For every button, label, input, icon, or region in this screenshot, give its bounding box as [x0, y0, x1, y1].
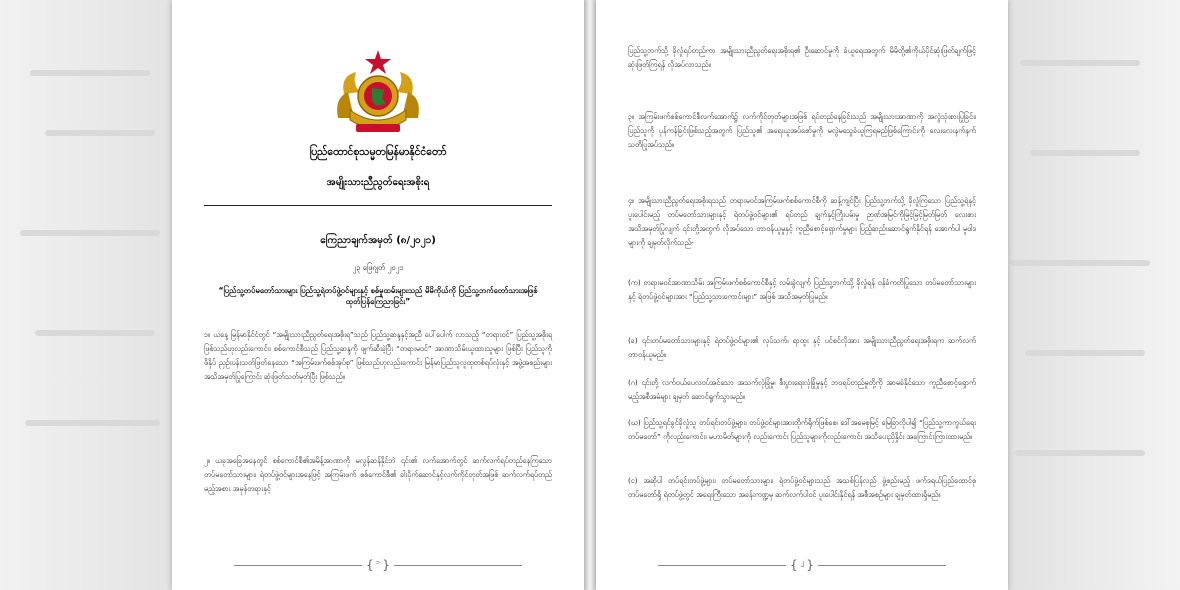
footer-bracket-right: } [382, 558, 390, 572]
paragraph-3: ၃။ အကြမ်းဖက်စစ်ကောင်စီလက်အောက်၌ လက်ကိုင်တုတ်များအဖြစ် ရပ်တည်နေခြင်းသည် အမျိုးသားအာဏာကို အလွဲသုံးစားပြုခြင်း၊ ပြည်သူကို ပုန်ကန်ခြင်းဖြစ်သည့်အတွက် ပြည်သူ၏ အရေးယူအပ်စော်မှုကို မလွဲမသွေခံယူကြရမည်ဖြစ်ကြောင်းကို လေးလေးနက်နက် သတိပြုအပ်သည်။ [628, 112, 976, 150]
policy-item-ga: (ဂ) ၎င်းတို့ လက်ဝယ်ပေလဝပ်အင်သော အသက်လုံခြုံမှု၊ စီးပွားရေးလုံခြုံမှုနှင့် ဘဝရပ်တည်မှုတို့ကို အာမခံနိုင်သော ကူညီစောင့်ရှောက်မည့်အစီအမံများ ချမှတ် ဆောင်ရွက်သွားမည်။ [628, 378, 976, 402]
blur-line [45, 130, 155, 136]
blur-line [35, 330, 155, 336]
document-page-2 [596, 0, 1008, 590]
document-page-1 [172, 0, 584, 590]
blur-line [1015, 450, 1145, 456]
blur-line [1020, 60, 1140, 66]
header-divider [204, 205, 552, 206]
statement-subject: “ပြည်သူ့တပ်မတော်သားများ ပြည်သူ့ရဲတပ်ဖွဲ့ဝင်များနှင့် စစ်မှုထမ်းများသည် မိမိကိုယ်ကို ပြည်သူ့ဘက်တော်သားအဖြစ် ထုတ်ပြန်ကြေညာခြင်း” [218, 286, 538, 306]
paragraph-2: ၂။ ယခုအခြေအနေတွင် စစ်ကောင်စီ၏အမိန့်အာဏာကို မလွန်ဆန်နိုင်ဘဲ ၎င်း၏ လက်အောက်တွင် ဆက်လက်ရပ်တည်နေကြသော တပ်မတော်သားများ၊ ရဲတပ်ဖွဲ့ဝင်များအနေဖြင့် အကြမ်းဖက် စစ်ကောင်စီ၏ ခါးပိုက်ဆောင်နှင့်လက်ကိုင်တုတ်အဖြစ် ဆက်လက်ရပ်တည်မည့်အစား အမှန်တရားနှင့် [204, 456, 552, 494]
paragraph-2-continued: ပြည်သူ့ဘက်သို့ ခိုလှုံရပ်တည်ကာ အမျိုးသားညီညွတ်ရေးအစိုးရ၏ ဦးဆောင်မှုကို ခံယူရေးအတွက် မိမိတို့၏ကိုယ်ပိုင်ဆုံးဖြတ်ချက်ဖြင့် ဆုံးဖြတ်ကြရန် လိုအပ်လာသည်။ [628, 46, 976, 70]
footer-line-right [394, 565, 522, 566]
policy-item-gha: (ဃ) ပြည်သူ့ရင်ခွင်ခိုလှုံသူ တပ်ရင်းတပ်ဖွဲ့များ၊ တပ်ဖွဲ့ဝင်များအားတိုက်ရိုက်ဖြစ်စေ၊ ဒေါ်အမေစုမြင့် မြေခြာလိုပါ၍ “ပြည်သူ့ကာကွယ်ရေးတပ်မတော်” ကိုလည်းကောင်း၊ မဟာမိတ်များကို လည်းကောင်း ပြည်သူများကိုလည်းကောင်း အသိပေးညှိနှိုင်း အကြောင်းကြားထားမည်။ [628, 418, 976, 442]
background-left [0, 0, 190, 590]
footer-line-left [234, 565, 362, 566]
blur-line [1010, 260, 1150, 266]
blur-line [20, 230, 160, 236]
policy-item-ka: (က) တရားမဝင်အာဏာသိမ်း အကြမ်းဖက်စစ်ကောင်စီနှင့် လမ်းခွဲလျက် ပြည်သူ့ဘက်သို့ ခိုလှုံရန် ဝန်ခံကတိပြုသော တပ်မတော်သားများနှင့် ရဲတပ်ဖွဲ့ဝင်များအား “ပြည်သူ့သားကောင်းများ” အဖြစ် အသိအမှတ်ပြုမည်။ [628, 278, 976, 302]
blur-line [25, 420, 160, 426]
policy-item-nga: (င) အဆိုပါ တပ်ရင်းတပ်ဖွဲ့များ၊ တပ်မတော်သားများ၊ ရဲတပ်ဖွဲ့ဝင်များသည် အသစ်ပြန်လည် ဖွဲ့စည်းမည့် ဖက်ဒရယ်ပြည်ထောင်စု တပ်မတော်ရှိ ရဲတပ်ဖွဲ့တွင် အရေးကြီးသော အခန်းကဏ္ဍမှ ဆက်လက်ပါဝင် ပူးပေါင်းနိုင်ရန် အစီအစဉ်များ ချမှတ်ထားရှိမည်။ [628, 476, 976, 500]
blur-line [1025, 350, 1145, 356]
organization-name: ပြည်ထောင်စုသမ္မတမြန်မာနိုင်ငံတော် [309, 146, 447, 158]
statement-title: ကြေညာချက်အမှတ် (၈/၂၀၂၁) [320, 235, 436, 246]
paragraph-1: ၁။ ယနေ့ မြန်မာနိုင်ငံတွင် “အမျိုးသားညီညွတ်ရေးအစိုးရ”သည် ပြည်သူ့ဆန္ဒနှင့်အညီ ပေါ်ပေါက် လာသည့် “တရားဝင်” ပြည်သူ့အစိုးရ ဖြစ်သည်ဟုလည်းကောင်း၊ စစ်ကောင်စီသည် ပြည်သူ့ဆန္ဒကို ဖျက်ဆီးခဲ့ပြီး “တရားမဝင်” အာဏာသိမ်းယူထားသူများ ဖြစ်ပြီး ပြည်သူကိုဖိနှိပ် ညှဉ်းပန်းသတ်ဖြတ်နေသော “အကြမ်းဖက်စစ်အုပ်စု” ဖြစ်သည်ဟုလည်းကောင်း မြန်မာပြည်သူလူထုတစ်ရပ်လုံးနှင့် အဖွဲ့အစည်းများ အသိအမှတ်ပြုကြောင်း ဆုံးဖြတ်သတ်မှတ်ပြီး ဖြစ်သည်။ [204, 330, 552, 382]
footer-bracket-left: { [366, 558, 374, 572]
state-emblem-icon [330, 48, 426, 140]
paragraph-4: ၄။ အမျိုးသားညီညွတ်ရေးအစိုးရသည် တရားမဝင်အကြမ်းဖက်စစ်ကောင်စီကို ဆန့်ကျင်ပြီး ပြည်သူ့ဘက်သို့ ခိုလှုံကြသော ပြည်သူ့ရဲနှင့်ပူးပေါင်းမည့် တပ်မတော်သားများနှင့် ရဲတပ်ဖွဲ့ဝင်များ၏ ရပ်တည် ချက်နှင့်ကြိုးပမ်းမှု ဉာဏ်အမြင်ကိုမြင့်မြင့်မြတ်မြတ် လေးစားအသိအမှတ်ပြုလျက် ၎င်းတို့အတွက် လိုအပ်သော တာဝန်ယူမှုနှင့် ကူညီစောင့်ရှောက်မှုများ ပြည့်ဆည်းဆောင်ရွက်နိုင်ရန် အောက်ပါ မူဝါဒများကို ချမှတ်လိုက်သည်- [628, 196, 976, 248]
background-right [990, 0, 1180, 590]
page-number: ၁ [376, 558, 380, 566]
footer-bracket-left: { [790, 558, 798, 572]
government-name: အမျိုးသားညီညွတ်ရေးအစိုးရ [326, 177, 430, 188]
page-number: ၂ [800, 558, 804, 566]
page-footer [172, 558, 584, 572]
footer-bracket-right: } [806, 558, 814, 572]
policy-item-kha: (ခ) ၎င်းတပ်မတော်သားများနှင့် ရဲတပ်ဖွဲ့ဝင်များ၏ လုပ်သက်၊ ရာထူး နှင့် ပင်စင်လိုအား အမျိုးသားညီညွတ်ရေးအစိုးရက ဆက်လက်တာဝန်ယူမည်။ [628, 336, 976, 360]
footer-line-left [658, 565, 786, 566]
statement-date: ၂၃ ဖြေဂျတ် ၂၀၂၁ [352, 263, 404, 272]
book-gutter [584, 0, 596, 590]
blur-line [1030, 150, 1140, 156]
blur-line [30, 70, 150, 76]
page-footer [596, 558, 1008, 572]
footer-line-right [818, 565, 946, 566]
